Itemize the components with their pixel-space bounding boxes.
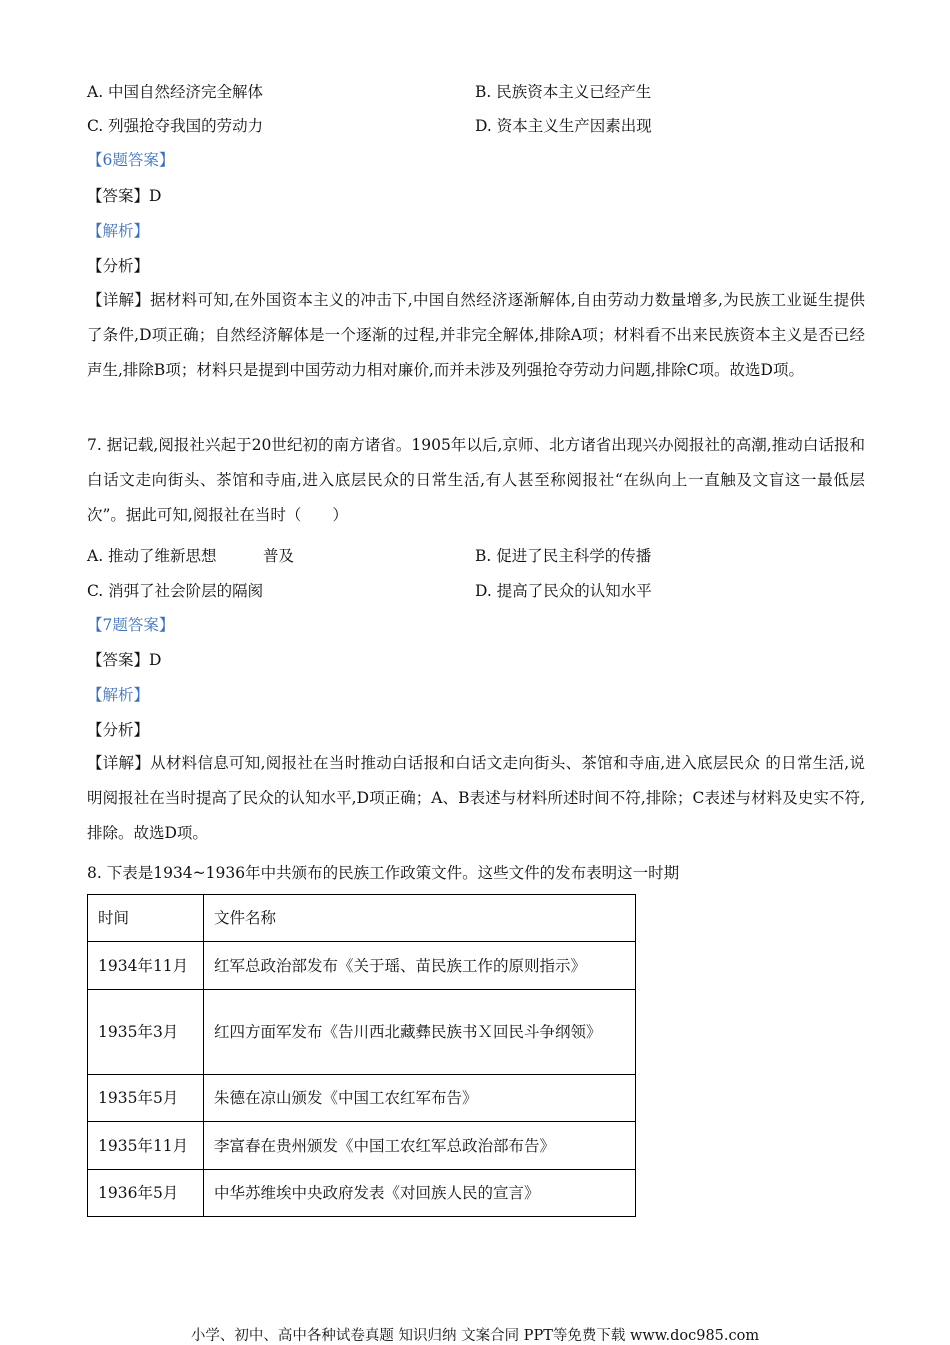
- table-header-row: [88, 895, 636, 942]
- q7-analysis-heading: 【解析】: [87, 686, 150, 704]
- policy-documents-table: [87, 894, 636, 1217]
- q7-option-b: B. 促进了民主科学的传播: [475, 547, 652, 565]
- q7-stem: 7. 据记载,阅报社兴起于20世纪初的南方诸省。1905年以后,京师、北方诸省出现兴办阅报社的高潮,推动白话报和白话文走向街头、茶馆和寺庙,进入底层民众的日常生活,有人甚至称阅报社“在纵向上一直触及文盲这一最低层次”。据此可知,阅报社在当时（ ）: [87, 436, 865, 524]
- q6-option-a: A. 中国自然经济完全解体: [87, 83, 264, 101]
- q7-fenxi: 【分析】: [87, 721, 150, 739]
- table-row: [88, 1075, 636, 1122]
- table-row: [88, 942, 636, 990]
- table-cell-document: 红军总政治部发布《关于瑶、苗民族工作的原则指示》: [204, 942, 636, 990]
- table-cell-document: 朱德在凉山颁发《中国工农红军布告》: [204, 1075, 636, 1122]
- q7-answer: 【答案】D: [87, 651, 162, 669]
- q7-option-d: D. 提高了民众的认知水平: [475, 582, 652, 600]
- q6-detail: 【详解】据材料可知,在外国资本主义的冲击下,中国自然经济逐渐解体,自由劳动力数量增多,为民族工业诞生提供了条件,D项正确；自然经济解体是一个逐渐的过程,并非完全解体,排除A项；材料看不出来民族资本主义是否已经声生,排除B项；材料只是提到中国劳动力相对廉价,而并未涉及列强抢夺劳动力问题,排除C项。故选D项。: [87, 291, 865, 379]
- table-cell-document: 李富春在贵州颁发《中国工农红军总政治部布告》: [204, 1122, 636, 1170]
- table-cell-time: 1936年5月: [88, 1170, 204, 1217]
- q7-detail: 【详解】从材料信息可知,阅报社在当时推动白话报和白话文走向街头、茶馆和寺庙,进入底层民众 的日常生活,说明阅报社在当时提高了民众的认知水平,D项正确；A、B表述与材料所述时间不符,排除；C表述与材料及史实不符,排除。故选D项。: [87, 754, 865, 842]
- table-row: [88, 990, 636, 1075]
- q7-option-c: C. 消弭了社会阶层的隔阂: [87, 582, 264, 600]
- table-cell-time: 1935年3月: [88, 990, 204, 1075]
- table-header-document: 文件名称: [204, 895, 636, 942]
- table-cell-document: [204, 990, 636, 1075]
- table-cell-time: 1935年11月: [88, 1122, 204, 1170]
- table-cell-document: 中华苏维埃中央政府发表《对回族人民的宣言》: [204, 1170, 636, 1217]
- q6-answer: 【答案】D: [87, 187, 162, 205]
- q6-fenxi: 【分析】: [87, 257, 150, 275]
- q8-stem: 8. 下表是1934~1936年中共颁布的民族工作政策文件。这些文件的发布表明这一时期: [87, 864, 680, 882]
- table-cell-document-text: 红四方面军发布《告川西北藏彝民族书Ｘ回民斗争纲领》: [214, 1023, 602, 1041]
- page-footer: 小学、初中、高中各种试卷真题 知识归纳 文案合同 PPT等免费下载 www.doc985.com: [190, 1328, 760, 1344]
- table-row: [88, 1122, 636, 1170]
- q6-answer-heading: 【6题答案】: [87, 151, 175, 169]
- q7-option-a: A. 推动了维新思想 普及: [87, 547, 295, 565]
- table-header-time: 时间: [88, 895, 204, 942]
- q6-analysis-heading: 【解析】: [87, 222, 150, 240]
- q6-option-d: D. 资本主义生产因素出现: [475, 117, 652, 135]
- table-cell-time: 1934年11月: [88, 942, 204, 990]
- table-row: [88, 1170, 636, 1217]
- q6-option-c: C. 列强抢夺我国的劳动力: [87, 117, 264, 135]
- q6-option-b: B. 民族资本主义已经产生: [475, 83, 652, 101]
- table-cell-time: 1935年5月: [88, 1075, 204, 1122]
- q7-answer-heading: 【7题答案】: [87, 616, 175, 634]
